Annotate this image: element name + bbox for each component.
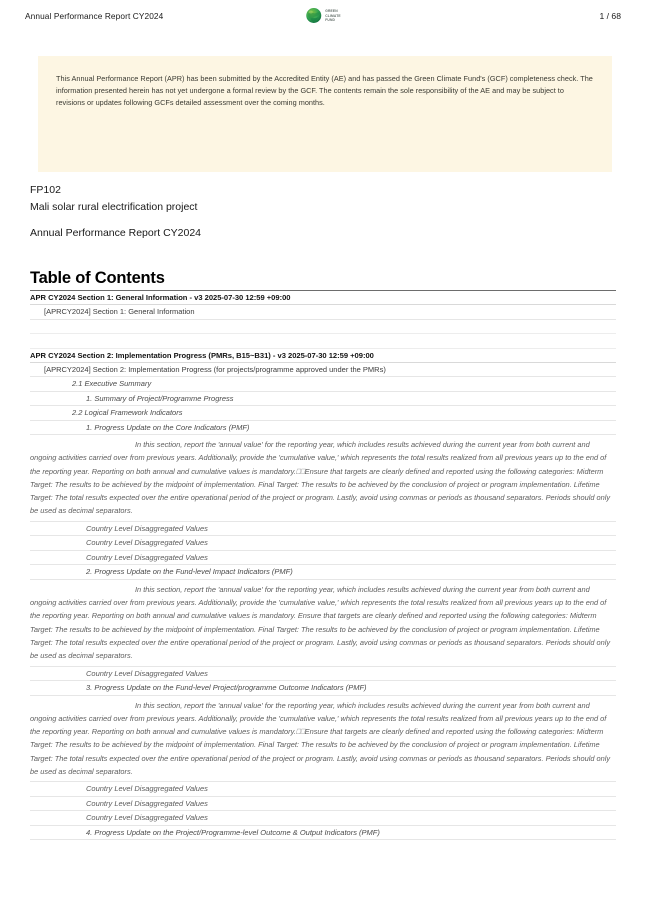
toc-row[interactable]	[30, 826, 616, 841]
disclaimer-notice-box	[38, 56, 612, 172]
toc-row[interactable]	[30, 291, 616, 305]
logo-line-2: CLIMATE	[325, 13, 341, 18]
project-code: FP102	[30, 184, 61, 196]
gcf-logo	[305, 7, 340, 24]
report-name: Annual Performance Report CY2024	[30, 227, 202, 239]
toc-entry-label: 2.1 Executive Summary	[72, 379, 152, 388]
logo-line-3: FUND	[325, 18, 336, 23]
toc-entry-label: Country Level Disaggregated Values	[86, 552, 208, 562]
toc-heading: Table of Contents	[30, 269, 165, 287]
disclaimer-text: This Annual Performance Report (APR) has been submitted by the Accredited Entity (AE) and has passed the Green Climate Fund's (GCF) completeness check. The information presented herein has not yet undergone a formal review by the GCF. The contents remain the sole responsibility of the AE and may be subject to revisions or updates following GCFs detailed assessment over the coming months.	[56, 74, 593, 108]
toc-row[interactable]	[30, 681, 616, 696]
toc-entry-label: [APRCY2024] Section 2: Implementation Progress (for projects/programme approved under the PMRs)	[44, 364, 386, 374]
toc-entry-label	[30, 334, 616, 348]
toc-entry-label: [APRCY2024] Section 1: General Information	[44, 307, 195, 316]
toc-row[interactable]	[30, 551, 616, 566]
toc-row[interactable]	[30, 667, 616, 682]
toc-row[interactable]	[30, 536, 616, 551]
toc-row[interactable]	[30, 782, 616, 797]
toc-entry-label: 1. Summary of Project/Programme Progress	[86, 393, 234, 403]
page-number: 1 / 68	[599, 11, 621, 21]
toc-entry-label: Country Level Disaggregated Values	[86, 798, 208, 808]
toc-entry-label	[30, 320, 616, 334]
toc-row[interactable]	[30, 392, 616, 407]
toc-entry-label: 2.2 Logical Framework Indicators	[72, 408, 183, 417]
toc-row[interactable]	[30, 797, 616, 812]
toc-entry-label: APR CY2024 Section 1: General Information - v3 2025-07-30 12:59 +09:00	[30, 293, 291, 302]
toc-entry-label: 2. Progress Update on the Fund-level Impact Indicators (PMF)	[86, 567, 293, 577]
toc-row[interactable]	[30, 565, 616, 580]
toc-entry-label: 1. Progress Update on the Core Indicators (PMF)	[86, 422, 250, 432]
toc-entry-label: In this section, report the 'annual value' for the reporting year, which includes results achieved during the current year from both current and ongoing activities carried over from previous years. Additionally, provide the 'cumulative value,' which represents the total results realized from all previous years up to the end of the reporting year. Reporting on both annual and cumulative values is mandatory. Ensure that targets are clearly defined and reported using the following categories: Midterm Target: The results to be achieved by the midpoint of implementation. Final Target: The results to be achieved by the conclusion of project or program implementation. Lifetime Target: The total results expected over the entire operational period of the project or program. Lastly, avoid using commas or periods as thousand separators. Periods should only be used as decimal separators.	[30, 584, 611, 661]
toc-row[interactable]	[30, 421, 616, 436]
toc-entry-label: Country Level Disaggregated Values	[86, 538, 208, 548]
toc-entry-label: 4. Progress Update on the Project/Programme-level Outcome & Output Indicators (PMF)	[86, 827, 380, 837]
toc-row[interactable]	[30, 305, 616, 320]
toc-entry-label: Country Level Disaggregated Values	[86, 668, 208, 678]
toc-row[interactable]	[30, 377, 616, 392]
toc-row[interactable]	[30, 580, 616, 667]
toc-row[interactable]	[30, 406, 616, 421]
toc-row[interactable]	[30, 435, 616, 522]
toc-entry-label: In this section, report the 'annual value' for the reporting year, which includes results achieved during the current year from both current and ongoing activities carried over from previous years. Additionally, provide the 'cumulative value,' which represents the total results realized from all previous years up to the end of the reporting year. Reporting on both annual and cumulative values is mandatory.⎕⎕Ensure that targets are clearly defined and reported using the following categories: Midterm Target: The results to be achieved by the midpoint of implementation. Final Target: The results to be achieved by the conclusion of project or program implementation. Lifetime Target: The total results expected over the entire operational period of the project or program. Lastly, avoid using commas or periods as thousand separators. Periods should only be used as decimal separators.	[30, 700, 611, 777]
toc-entry-label: 3. Progress Update on the Fund-level Project/programme Outcome Indicators (PMF)	[86, 683, 367, 693]
toc-rows	[30, 291, 616, 840]
toc-row[interactable]	[30, 811, 616, 826]
project-name: Mali solar rural electrification project	[30, 201, 198, 213]
toc-spacer-row	[30, 334, 616, 349]
toc-row[interactable]	[30, 363, 616, 378]
toc-entry-label: Country Level Disaggregated Values	[86, 813, 208, 823]
table-of-contents	[30, 268, 616, 840]
toc-row[interactable]	[30, 696, 616, 783]
header-document-title: Annual Performance Report CY2024	[25, 11, 164, 21]
gcf-wordmark	[325, 8, 340, 23]
toc-row[interactable]	[30, 349, 616, 363]
toc-row[interactable]	[30, 522, 616, 537]
toc-spacer-row	[30, 320, 616, 335]
green-globe-icon	[305, 7, 322, 24]
page-header	[0, 10, 646, 34]
toc-entry-label: Country Level Disaggregated Values	[86, 784, 208, 794]
toc-entry-label: In this section, report the 'annual value' for the reporting year, which includes results achieved during the current year from both current and ongoing activities carried over from previous years. Additionally, provide the 'cumulative value,' which represents the total results realized from all previous years up to the end of the reporting year. Reporting on both annual and cumulative values is mandatory.⎕⎕Ensure that targets are clearly defined and reported using the following categories: Midterm Target: The results to be achieved by the midpoint of implementation. Final Target: The results to be achieved by the conclusion of project or program implementation. Lifetime Target: The total results expected over the entire operational period of the project or program. Lastly, avoid using commas or periods as thousand separators. Periods should only be used as decimal separators.	[30, 440, 611, 516]
document-title-block	[30, 182, 590, 242]
logo-line-1: GREEN	[325, 9, 338, 14]
toc-entry-label: Country Level Disaggregated Values	[86, 523, 208, 533]
toc-entry-label: APR CY2024 Section 2: Implementation Progress (PMRs, B15~B31) - v3 2025-07-30 12:59 +09:00	[30, 350, 374, 360]
